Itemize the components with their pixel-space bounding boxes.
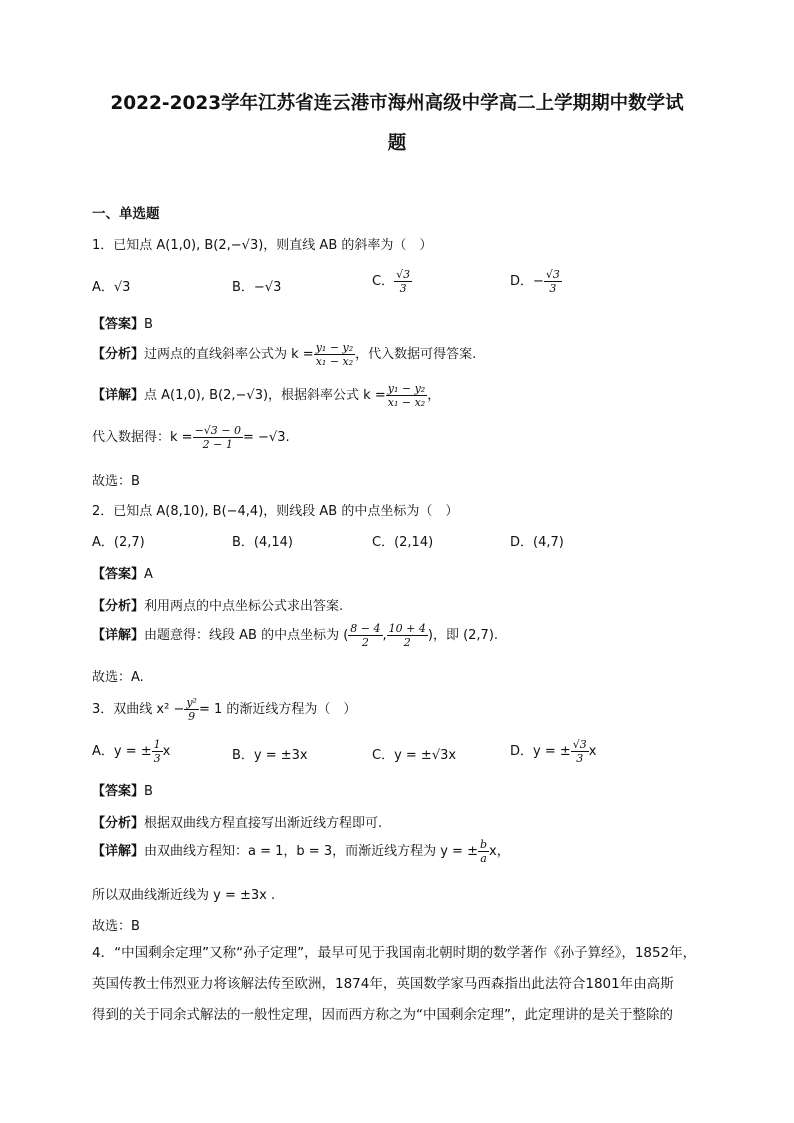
q3-stem-fraction: $\frac{\text{y²}}{9}$ bbox=[186, 696, 197, 723]
q2-option-d: D．(4,7) bbox=[510, 535, 564, 550]
q2-detail: 【详解】由题意得：线段 AB 的中点坐标为 ( $\frac{8 - 4}{2}$ , $\frac{10 + 4}{2}$ )，即 (2,7). bbox=[92, 622, 499, 649]
q2-detail-fraction-x: $\frac{8 - 4}{2}$ bbox=[350, 622, 381, 649]
q2-option-c: C．(2,14) bbox=[372, 535, 434, 550]
q2-detail-fraction-y: $\frac{10 + 4}{2}$ bbox=[388, 622, 426, 649]
q2-option-b: B．(4,14) bbox=[232, 535, 294, 550]
q3-stem: 3．双曲线 x² − $\frac{\text{y²}}{9}$ = 1 的渐近线方程为（ ） bbox=[92, 696, 357, 723]
q3-detail: 【详解】由双曲线方程知：a = 1，b = 3，而渐近线方程为 y = ± $\frac{b}{a}$ x， bbox=[92, 838, 510, 865]
q4-line-2: 英国传教士伟烈亚力将该解法传至欧洲，1874年，英国数学家马西森指出此法符合1801年由高斯 bbox=[92, 976, 674, 992]
title-line-2: 题 bbox=[387, 133, 407, 154]
q3-option-b: B．y = ±3x bbox=[232, 748, 308, 763]
q3-analysis: 【分析】根据双曲线方程直接写出渐近线方程即可. bbox=[92, 816, 383, 831]
q1-stem: 1．已知点 A(1,0), B(2,−√3)，则直线 AB 的斜率为（ ） bbox=[92, 238, 433, 253]
section-heading: 一、单选题 bbox=[92, 206, 160, 222]
q4-line-3: 得到的关于同余式解法的一般性定理，因而西方称之为“中国剩余定理”，此定理讲的是关于整除的 bbox=[92, 1007, 673, 1023]
q1-option-c: C． $\frac{√3}{3}$ bbox=[372, 268, 411, 295]
q1-calculation: 代入数据得：k = $\frac{-√3 - 0}{2 - 1}$ = −√3. bbox=[92, 424, 290, 451]
q2-conclusion: 故选：A. bbox=[92, 670, 144, 685]
q4-line-1: 4．“中国剩余定理”又称“孙子定理”，最早可见于我国南北朝时期的数学著作《孙子算经》，1852年， bbox=[92, 945, 697, 961]
q3-conclusion: 故选：B bbox=[92, 919, 140, 934]
q1-option-d: D．− $\frac{√3}{3}$ bbox=[510, 268, 560, 295]
q1-option-a: A．√3 bbox=[92, 280, 131, 295]
q3-answer: 【答案】B bbox=[92, 784, 153, 799]
q3-detail-fraction: $\frac{b}{a}$ bbox=[479, 838, 488, 865]
q3-option-d-fraction: $\frac{√3}{3}$ bbox=[572, 738, 587, 765]
q1-analysis: 【分析】过两点的直线斜率公式为 k = $\frac{\text{y₁ − y₂}}{\text{x₁ − x₂}}$ ，代入数据可得答案. bbox=[92, 341, 477, 368]
q1-option-c-fraction: $\frac{√3}{3}$ bbox=[396, 268, 411, 295]
q3-option-c: C．y = ±√3x bbox=[372, 748, 457, 763]
q1-analysis-formula: $\frac{\text{y₁ − y₂}}{\text{x₁ − x₂}}$ bbox=[315, 341, 354, 368]
q1-answer: 【答案】B bbox=[92, 317, 153, 332]
q4-paragraph bbox=[92, 938, 704, 1031]
q2-answer: 【答案】A bbox=[92, 567, 153, 582]
q1-detail: 【详解】点 A(1,0), B(2,−√3)，根据斜率公式 k = $\frac{\text{y₁ − y₂}}{\text{x₁ − x₂}}$ ， bbox=[92, 382, 441, 409]
q1-detail-formula: $\frac{\text{y₁ − y₂}}{\text{x₁ − x₂}}$ bbox=[387, 382, 426, 409]
q1-option-d-fraction: $\frac{√3}{3}$ bbox=[545, 268, 560, 295]
q2-option-a: A．(2,7) bbox=[92, 535, 145, 550]
q2-stem: 2．已知点 A(8,10), B(−4,4)，则线段 AB 的中点坐标为（ ） bbox=[92, 504, 459, 519]
page-title bbox=[60, 84, 734, 164]
q1-calc-fraction: $\frac{-√3 - 0}{2 - 1}$ bbox=[194, 424, 241, 451]
q1-conclusion: 故选：B bbox=[92, 474, 140, 489]
q3-line-2: 所以双曲线渐近线为 y = ±3x . bbox=[92, 888, 276, 903]
title-line-1: 2022-2023学年江苏省连云港市海州高级中学高二上学期期中数学试 bbox=[110, 93, 684, 114]
q1-option-b: B．−√3 bbox=[232, 280, 282, 295]
q3-option-d: D．y = ± $\frac{√3}{3}$ x bbox=[510, 738, 597, 765]
q3-option-a-fraction: $\frac{1}{3}$ bbox=[153, 738, 161, 765]
q3-option-a: A．y = ± $\frac{1}{3}$ x bbox=[92, 738, 171, 765]
q2-analysis: 【分析】利用两点的中点坐标公式求出答案. bbox=[92, 599, 344, 614]
